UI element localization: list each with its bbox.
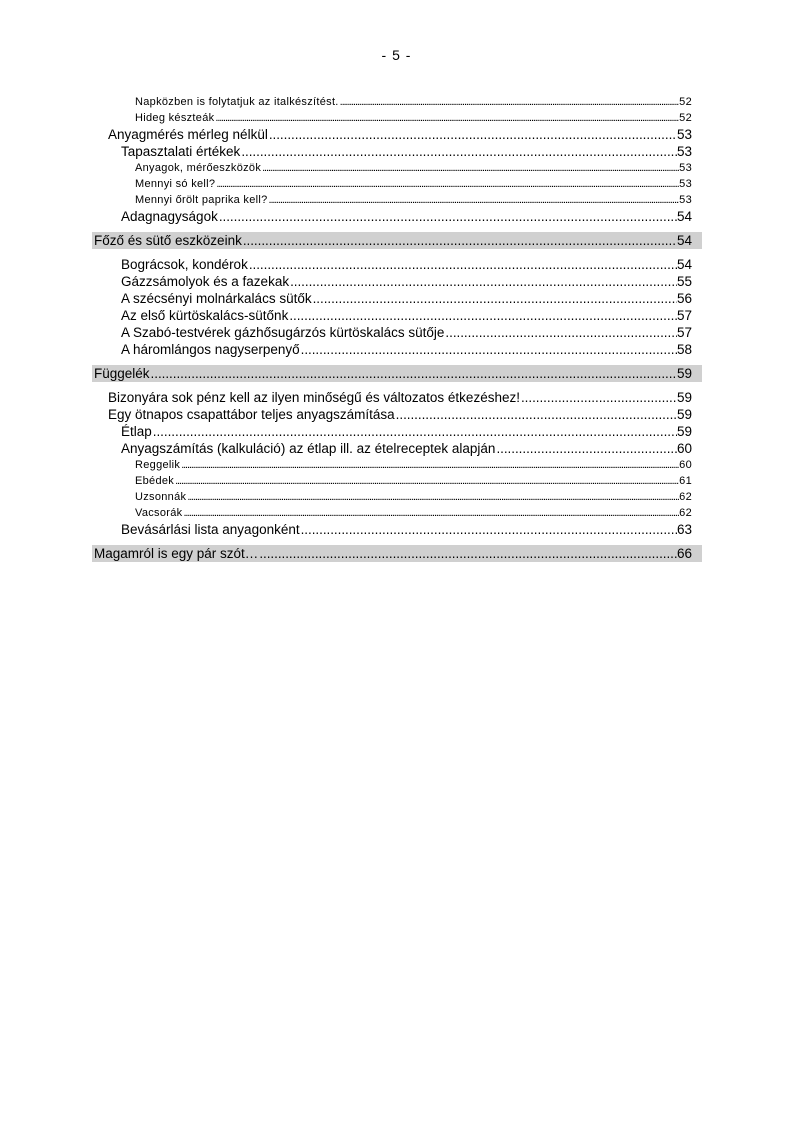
dot-leader: [290, 273, 677, 290]
toc-entry[interactable]: [92, 521, 702, 538]
toc-entry-title: Tapasztalati értékek: [121, 144, 241, 159]
toc-entry-page: 59: [676, 390, 692, 405]
toc-entry[interactable]: [92, 94, 702, 110]
dot-leader: [262, 160, 679, 176]
toc-entry-title: Vacsorák: [135, 507, 183, 519]
dot-leader: [175, 473, 679, 489]
toc-entry[interactable]: [92, 423, 702, 440]
toc-entry[interactable]: [92, 192, 702, 208]
dot-leader: [153, 423, 677, 440]
toc-entry-title: Anyagok, mérőeszközök: [135, 162, 262, 174]
toc-entry[interactable]: [92, 290, 702, 307]
toc-entry[interactable]: [92, 143, 702, 160]
toc-entry[interactable]: [92, 256, 702, 273]
toc-entry-page: 62: [679, 507, 692, 519]
toc-entry[interactable]: [92, 389, 702, 406]
toc-entry[interactable]: [92, 126, 702, 143]
toc-entry[interactable]: [92, 341, 702, 358]
toc-entry[interactable]: [92, 110, 702, 126]
toc-entry-page: 56: [676, 291, 692, 306]
toc-entry-page: 54: [676, 233, 692, 248]
dot-leader: [243, 232, 677, 249]
toc-entry-title: Bográcsok, kondérok: [121, 257, 248, 272]
toc-chapter-entry[interactable]: [92, 545, 702, 562]
dot-leader: [340, 94, 679, 110]
dot-leader: [289, 307, 677, 324]
dot-leader: [269, 192, 680, 208]
toc-entry-title: Gázzsámolyok és a fazekak: [121, 274, 290, 289]
dot-leader: [259, 545, 677, 562]
toc-entry[interactable]: [92, 324, 702, 341]
dot-leader: [301, 521, 677, 538]
toc-entry-page: 53: [679, 194, 692, 206]
toc-entry-title: Napközben is folytatjuk az italkészítést.: [135, 96, 339, 108]
toc-entry-page: 52: [679, 112, 692, 124]
toc-entry-page: 54: [676, 209, 692, 224]
toc-entry-title: Anyagmérés mérleg nélkül: [108, 127, 268, 142]
toc-entry-title: Uzsonnák: [135, 491, 187, 503]
dot-leader: [396, 406, 677, 423]
toc-entry[interactable]: [92, 208, 702, 225]
toc-entry-title: Hideg készteák: [135, 112, 215, 124]
dot-leader: [181, 457, 679, 473]
toc-entry-title: Reggelik: [135, 459, 181, 471]
toc-entry[interactable]: [92, 473, 702, 489]
toc-entry-page: 57: [676, 325, 692, 340]
toc-entry-page: 62: [679, 491, 692, 503]
dot-leader: [269, 126, 677, 143]
toc-entry-title: A Szabó-testvérek gázhősugárzós kürtöskalács sütője: [121, 325, 445, 340]
toc-entry[interactable]: [92, 273, 702, 290]
toc-entry-title: Magamról is egy pár szót…: [94, 546, 259, 561]
toc-entry-title: A szécsényi molnárkalács sütők: [121, 291, 312, 306]
toc-entry-page: 60: [676, 441, 692, 456]
toc-entry-page: 59: [676, 407, 692, 422]
toc-entry-page: 53: [679, 178, 692, 190]
dot-leader: [249, 256, 677, 273]
toc-entry-title: Bevásárlási lista anyagonként: [121, 522, 300, 537]
toc-entry[interactable]: [92, 489, 702, 505]
toc-entry-title: Függelék: [94, 366, 150, 381]
dot-leader: [187, 489, 679, 505]
toc-entry-page: 55: [676, 274, 692, 289]
toc-entry-page: 52: [679, 96, 692, 108]
toc-entry-title: Ebédek: [135, 475, 175, 487]
dot-leader: [301, 341, 677, 358]
toc-entry[interactable]: [92, 176, 702, 192]
page-number: - 5 -: [381, 47, 412, 63]
toc-chapter-entry[interactable]: [92, 365, 702, 382]
toc-entry-title: Bizonyára sok pénz kell az ilyen minőségű és változatos étkezéshez!: [108, 390, 520, 405]
toc-entry[interactable]: [92, 505, 702, 521]
toc-entry-page: 53: [679, 162, 692, 174]
dot-leader: [445, 324, 677, 341]
toc-entry[interactable]: [92, 457, 702, 473]
toc-entry[interactable]: [92, 406, 702, 423]
toc-entry-title: Adagnagyságok: [121, 209, 218, 224]
toc-entry-title: Mennyi őrölt paprika kell?: [135, 194, 268, 206]
toc-entry[interactable]: [92, 307, 702, 324]
toc-entry[interactable]: [92, 440, 702, 457]
toc-entry-title: Mennyi só kell?: [135, 178, 216, 190]
dot-leader: [521, 389, 677, 406]
toc-entry-title: Az első kürtöskalács-sütőnk: [121, 308, 289, 323]
table-of-contents: [92, 94, 702, 562]
dot-leader: [219, 208, 677, 225]
toc-entry-page: 53: [676, 127, 692, 142]
dot-leader: [241, 143, 677, 160]
toc-entry-page: 54: [676, 257, 692, 272]
toc-chapter-entry[interactable]: [92, 232, 702, 249]
toc-entry-title: Anyagszámítás (kalkuláció) az étlap ill. az ételreceptek alapján: [121, 441, 496, 456]
toc-entry-page: 57: [676, 308, 692, 323]
toc-entry-page: 59: [676, 424, 692, 439]
toc-entry-page: 61: [679, 475, 692, 487]
toc-entry[interactable]: [92, 160, 702, 176]
toc-entry-page: 59: [676, 366, 692, 381]
toc-entry-page: 63: [676, 522, 692, 537]
toc-entry-page: 66: [676, 546, 692, 561]
toc-entry-page: 58: [676, 342, 692, 357]
toc-entry-title: A háromlángos nagyserpenyő: [121, 342, 300, 357]
dot-leader: [216, 176, 679, 192]
toc-entry-page: 53: [676, 144, 692, 159]
toc-entry-title: Egy ötnapos csapattábor teljes anyagszámítása: [108, 407, 395, 422]
dot-leader: [313, 290, 677, 307]
dot-leader: [496, 440, 677, 457]
dot-leader: [151, 365, 677, 382]
toc-entry-title: Főző és sütő eszközeink: [94, 233, 242, 248]
dot-leader: [215, 110, 679, 126]
toc-entry-page: 60: [679, 459, 692, 471]
dot-leader: [183, 505, 679, 521]
toc-entry-title: Étlap: [121, 424, 152, 439]
